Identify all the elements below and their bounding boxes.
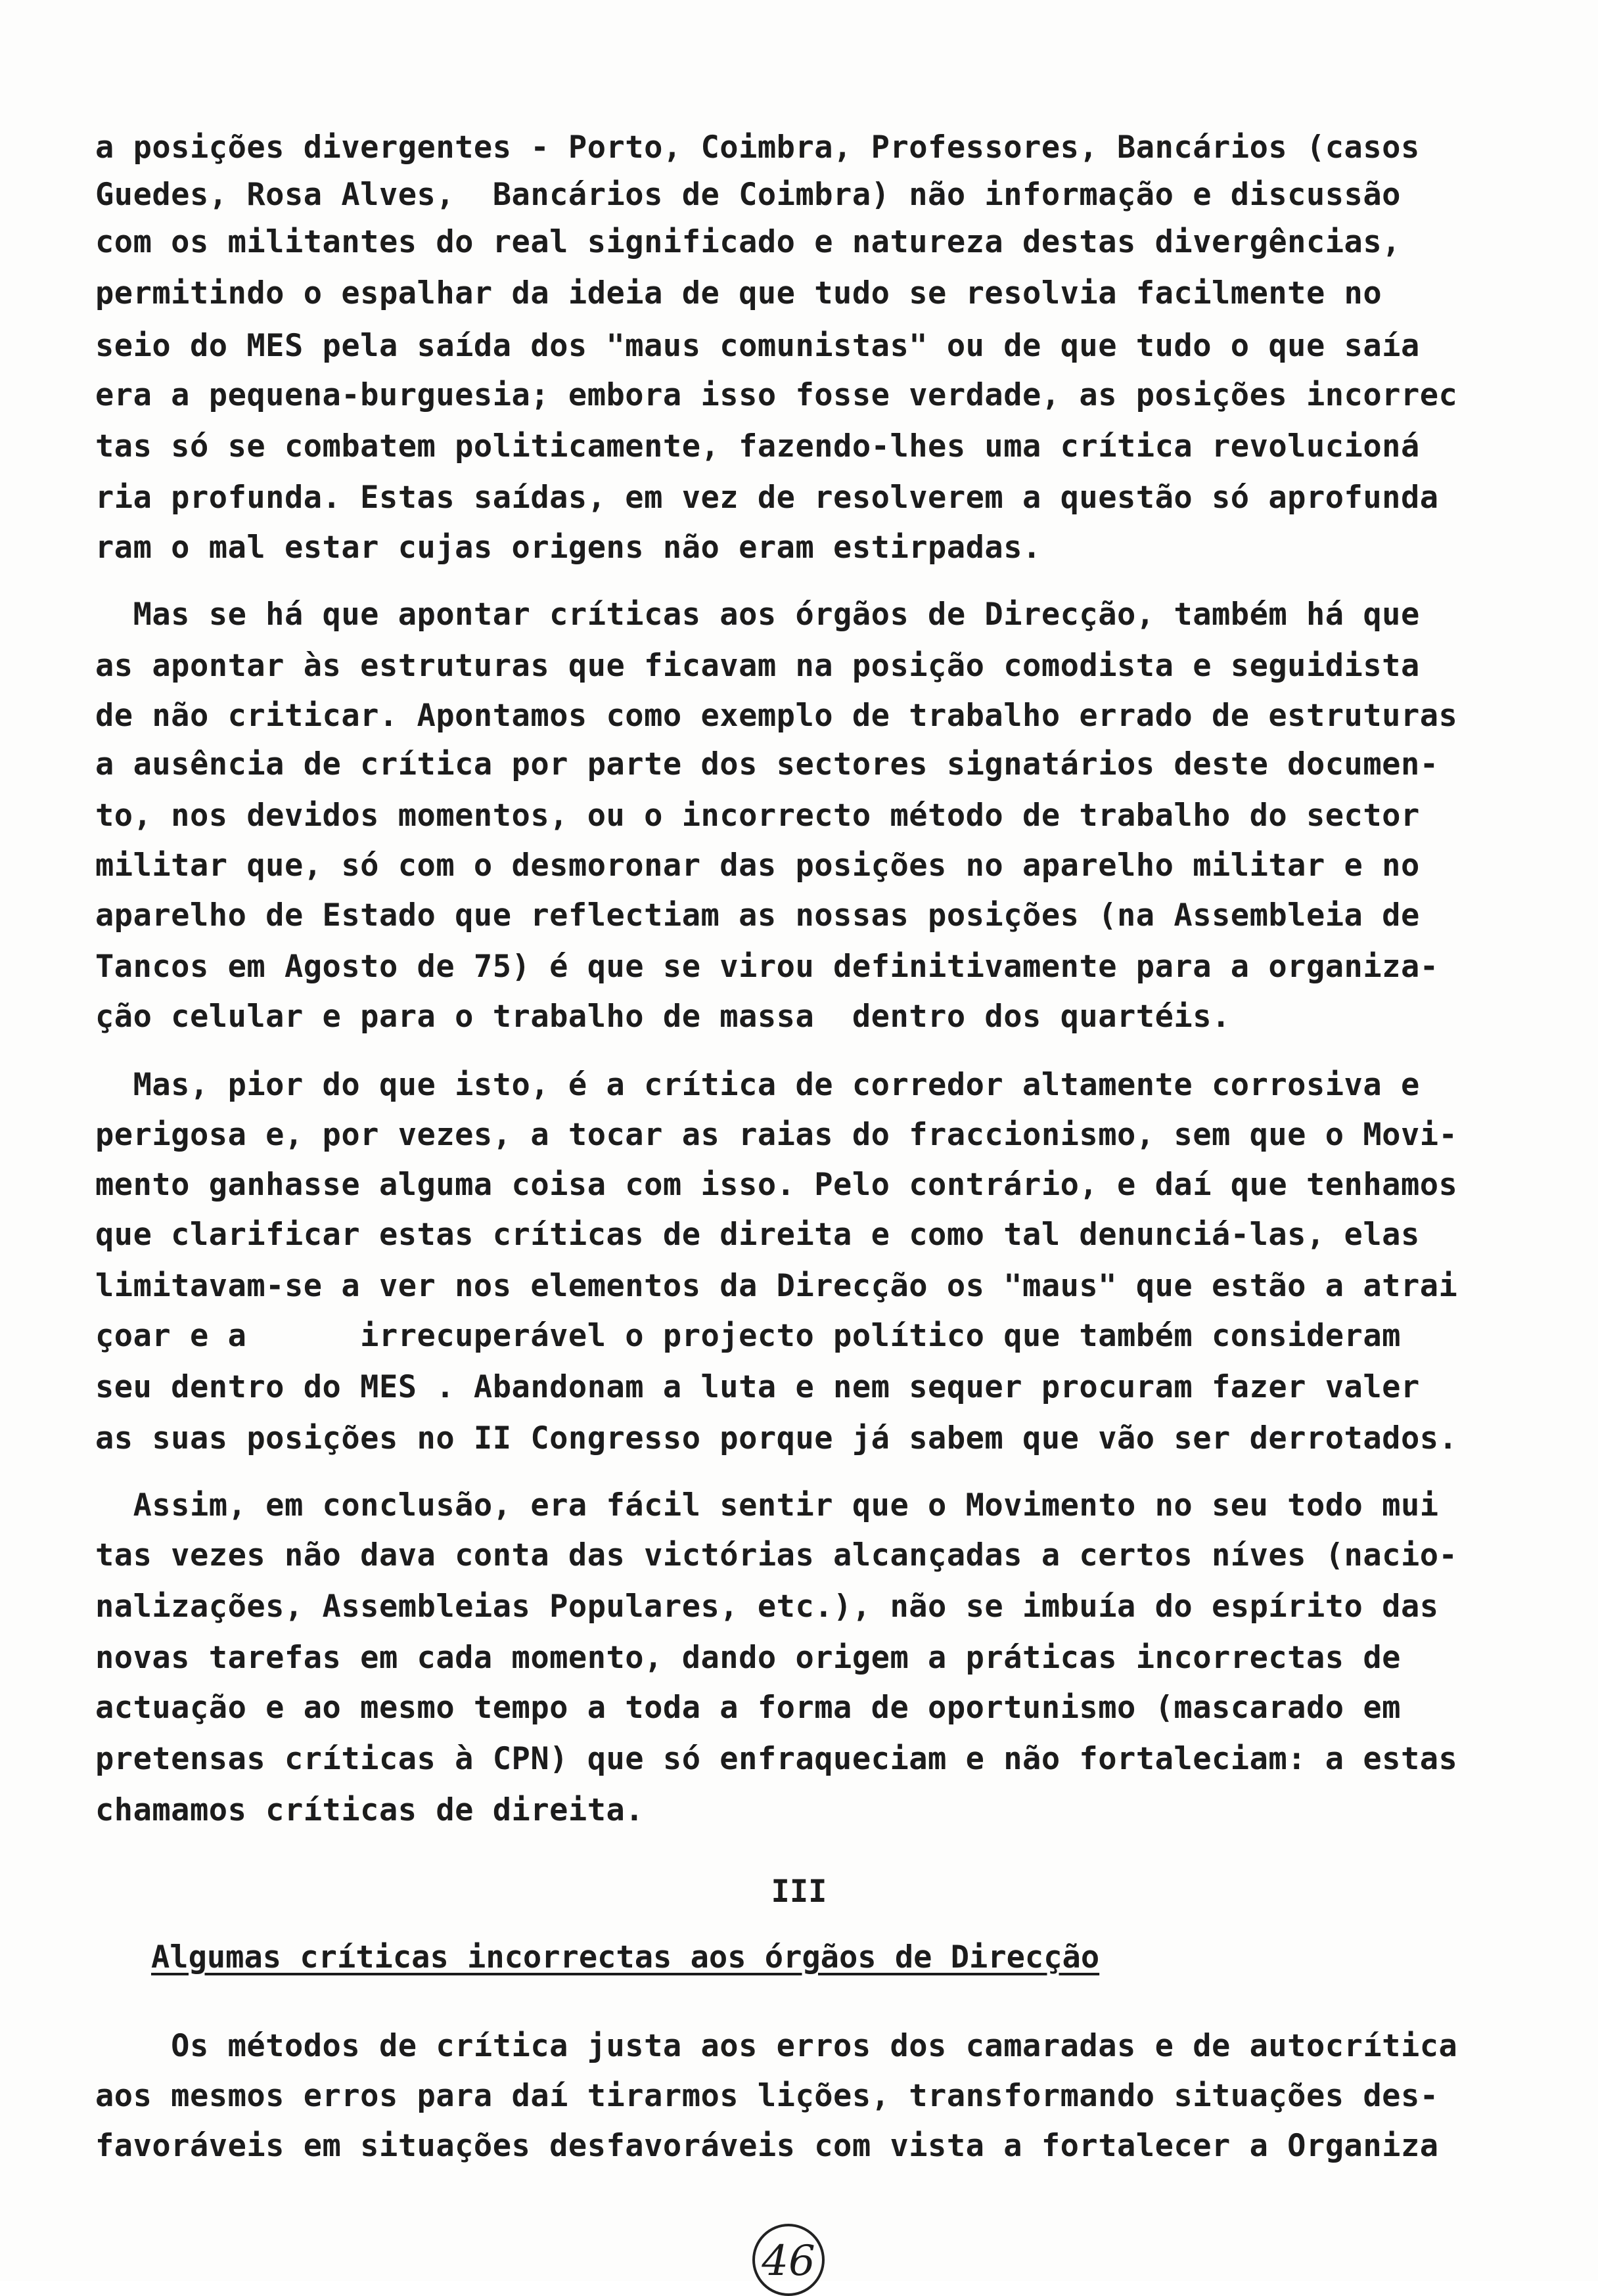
text-line: as apontar às estruturas que ficavam na posição comodista e seguidista (95, 648, 1420, 684)
text-line: ram o mal estar cujas origens não eram estirpadas. (95, 529, 1041, 566)
text-line: de não criticar. Apontamos como exemplo de trabalho errado de estruturas (95, 698, 1458, 734)
text-line: tas só se combatem politicamente, fazendo-lhes uma crítica revolucioná (95, 428, 1420, 464)
text-line: com os militantes do real significado e natureza destas divergências, (95, 224, 1401, 260)
text-line: as suas posições no II Congresso porque já sabem que vão ser derrotados. (95, 1420, 1458, 1456)
text-line: nalizações, Assembleias Populares, etc.), não se imbuía do espírito das (95, 1588, 1439, 1625)
text-line: pretensas críticas à CPN) que só enfraqueciam e não fortaleciam: a estas (95, 1741, 1458, 1777)
text-line: seu dentro do MES . Abandonam a luta e nem sequer procuram fazer valer (95, 1369, 1420, 1405)
text-line: Mas se há que apontar críticas aos órgãos de Direcção, também há que (95, 597, 1420, 633)
text-line: ria profunda. Estas saídas, em vez de resolverem a questão só aprofunda (95, 480, 1439, 516)
text-line: aos mesmos erros para daí tirarmos lições, transformando situações des- (95, 2078, 1439, 2114)
text-line: actuação e ao mesmo tempo a toda a forma de oportunismo (mascarado em (95, 1690, 1401, 1726)
text-line: era a pequena-burguesia; embora isso fosse verdade, as posições incorrec (95, 377, 1458, 413)
text-line: permitindo o espalhar da ideia de que tudo se resolvia facilmente no (95, 275, 1382, 311)
text-line: Mas, pior do que isto, é a crítica de corredor altamente corrosiva e (95, 1067, 1420, 1103)
text-line: chamamos críticas de direita. (95, 1792, 645, 1828)
text-line: novas tarefas em cada momento, dando origem a práticas incorrectas de (95, 1640, 1401, 1676)
text-line: ção celular e para o trabalho de massa dentro dos quartéis. (95, 999, 1231, 1035)
text-line: limitavam-se a ver nos elementos da Direcção os "maus" que estão a atrai (95, 1268, 1458, 1304)
section-number: III (771, 1874, 827, 1910)
section-heading: Algumas críticas incorrectas aos órgãos de Direcção (151, 1939, 1100, 1975)
text-line: çoar e a irrecuperável o projecto político que também consideram (95, 1318, 1401, 1354)
text-line: Guedes, Rosa Alves, Bancários de Coimbra) não informação e discussão (95, 177, 1401, 213)
text-line: a posições divergentes - Porto, Coimbra, Professores, Bancários (casos (95, 129, 1420, 166)
text-line: mento ganhasse alguma coisa com isso. Pelo contrário, e daí que tenhamos (95, 1167, 1458, 1203)
text-line: Os métodos de crítica justa aos erros dos camaradas e de autocrítica (95, 2028, 1458, 2064)
text-line: a ausência de crítica por parte dos sectores signatários deste documen- (95, 746, 1439, 782)
text-line: Tancos em Agosto de 75) é que se virou definitivamente para a organiza- (95, 949, 1439, 985)
text-line: favoráveis em situações desfavoráveis com vista a fortalecer a Organiza (95, 2128, 1439, 2164)
text-line: aparelho de Estado que reflectiam as nossas posições (na Assembleia de (95, 897, 1420, 934)
page-number: 46 (752, 2224, 825, 2296)
text-line: seio do MES pela saída dos "maus comunistas" ou de que tudo o que saía (95, 328, 1420, 364)
text-line: tas vezes não dava conta das victórias alcançadas a certos níves (nacio- (95, 1537, 1458, 1573)
text-line: militar que, só com o desmoronar das posições no aparelho militar e no (95, 847, 1420, 884)
text-line: perigosa e, por vezes, a tocar as raias do fraccionismo, sem que o Movi- (95, 1117, 1458, 1153)
text-line: Assim, em conclusão, era fácil sentir que o Movimento no seu todo mui (95, 1487, 1439, 1523)
text-line: que clarificar estas críticas de direita e como tal denunciá-las, elas (95, 1217, 1420, 1253)
text-line: to, nos devidos momentos, ou o incorrecto método de trabalho do sector (95, 798, 1420, 834)
